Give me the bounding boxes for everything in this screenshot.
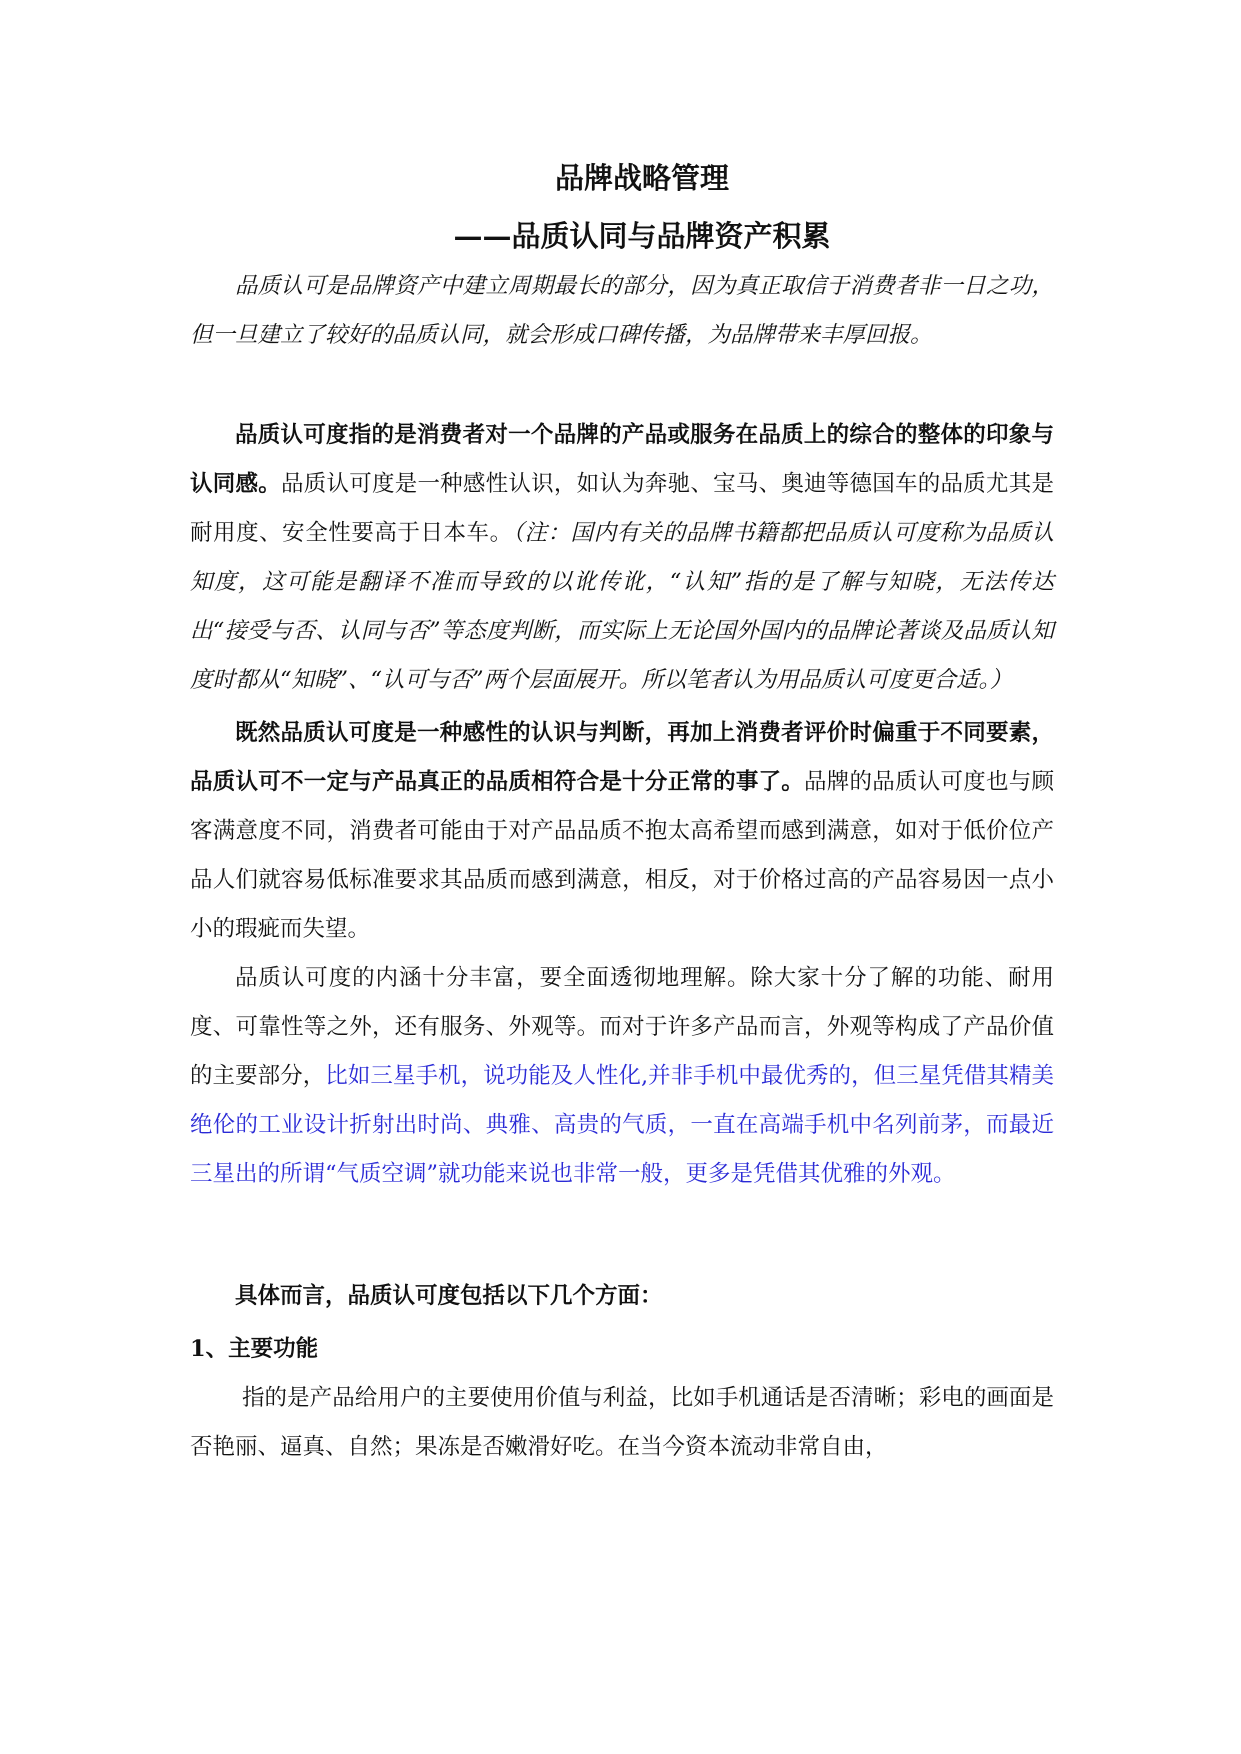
perception-bold-text: 既然品质认可度是一种感性的认识与判断，再加上消费者评价时偏重于不同要素，品质认可不一定与产品真正的品质相符合是十分正常的事了。 (190, 720, 1054, 795)
section-heading-main-function: 1、主要功能 (190, 1336, 319, 1362)
definition-note-text: （注：国内有关的品牌书籍都把品质认可度称为品质认知度，这可能是翻译不准而导致的以讹传讹，“认知”指的是了解与知晓，无法传达出“接受与否、认同与否”等态度判断，而实际上无论国外国内的品牌论著谈及品质认知度时都从“知晓”、“认可与否”两个层面展开。所以笔者认为用品质认可度更合适。） (190, 520, 1054, 693)
definition-normal-text: 品质认可度是一种感性认识，如认为奔驰、宝马、奥迪等德国车的品质尤其是耐用度、安全性要高于日本车。 (190, 471, 1054, 546)
intro-paragraph: 品质认可是品牌资产中建立周期最长的部分，因为真正取信于消费者非一日之功，但一旦建立了较好的品质认同，就会形成口碑传播，为品牌带来丰厚回报。 (190, 273, 1054, 348)
connotation-highlight-text: 比如三星手机，说功能及人性化,并非手机中最优秀的，但三星凭借其精美绝伦的工业设计折射出时尚、典雅、高贵的气质，一直在高端手机中名列前茅，而最近三星出的所谓“气质空调”就功能来说也非常一般，更多是凭借其优雅的外观。 (190, 1063, 1054, 1187)
connotation-normal-text: 品质认可度的内涵十分丰富，要全面透彻地理解。除大家十分了解的功能、耐用度、可靠性等之外，还有服务、外观等。而对于许多产品而言，外观等构成了产品价值的主要部分， (190, 965, 1054, 1089)
paragraph-main-function: 指的是产品给用户的主要使用价值与利益，比如手机通话是否清晰；彩电的画面是否艳丽、逼真、自然；果冻是否嫩滑好吃。在当今资本流动非常自由， (190, 1385, 1054, 1460)
aspects-intro: 具体而言，品质认可度包括以下几个方面： (235, 1283, 663, 1309)
definition-bold-text: 品质认可度指的是消费者对一个品牌的产品或服务在品质上的综合的整体的印象与认同感。 (190, 422, 1054, 497)
perception-normal-text: 品牌的品质认可度也与顾客满意度不同，消费者可能由于对产品品质不抱太高希望而感到满意，如对于低价位产品人们就容易低标准要求其品质而感到满意，相反，对于价格过高的产品容易因一点小小的瑕疵而失望。 (190, 769, 1054, 942)
paragraph-quality-definition (190, 411, 1054, 705)
paragraph-connotation (190, 954, 1054, 1199)
page-title: 品牌战略管理 (554, 161, 729, 195)
document-page (190, 158, 1054, 1472)
page-subtitle: ——品质认同与品牌资产积累 (453, 219, 831, 253)
paragraph-perception (190, 709, 1054, 954)
